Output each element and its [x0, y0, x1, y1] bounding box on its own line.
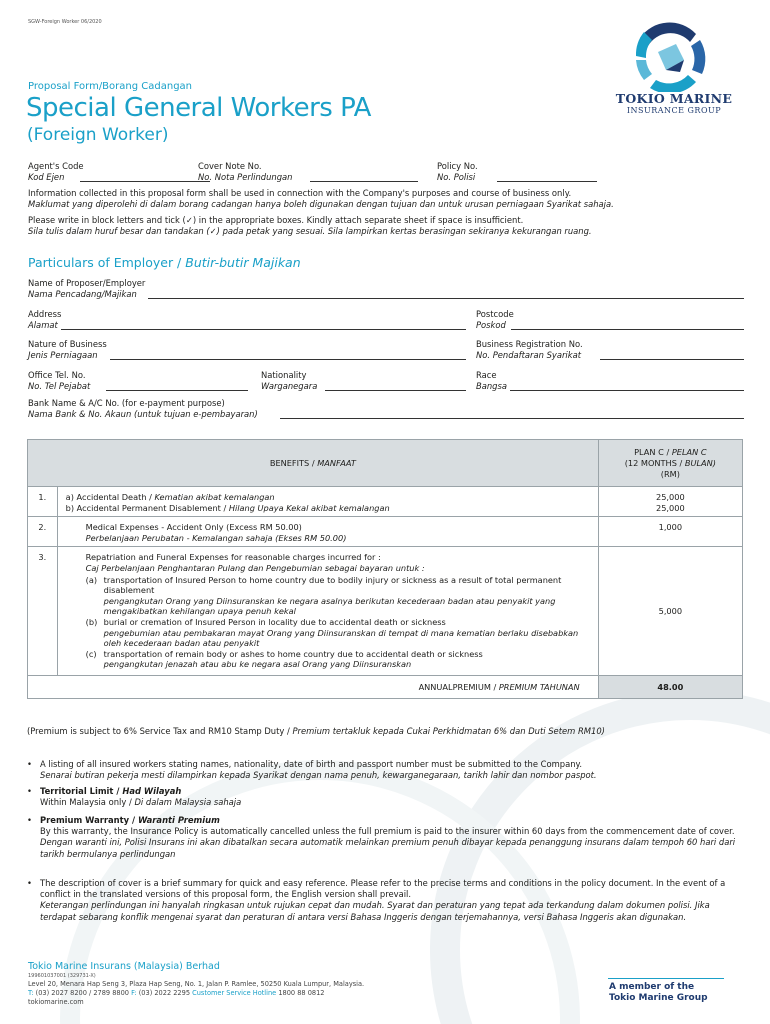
policy-no-label-ms: No. Polisi: [437, 172, 476, 182]
benefit-value-line: 25,000: [656, 492, 685, 502]
fax-label: F:: [131, 989, 137, 997]
subitem-en: burial or cremation of Insured Person in locality due to accidental death or sickness: [103, 616, 446, 627]
benefit-subitem: [86, 649, 598, 670]
business-reg-label: Business Registration No.: [476, 339, 583, 349]
form-type: Proposal Form/Borang Cadangan: [28, 81, 193, 92]
office-tel-label-ms: No. Tel Pejabat: [28, 381, 91, 391]
member-line1: A member of the: [609, 982, 695, 992]
employer-name-label-ms: Nama Pencadang/Majikan: [28, 289, 137, 299]
postcode-field[interactable]: [476, 309, 744, 331]
plan-currency: (RM): [660, 468, 680, 479]
tokio-marine-logo: [615, 20, 735, 120]
page-subtitle: (Foreign Worker): [27, 125, 169, 145]
brand-name-line2: INSURANCE GROUP: [626, 106, 722, 115]
office-tel-line: [106, 390, 248, 391]
agent-code-label: Agent's Code: [28, 161, 84, 171]
address-line: [61, 329, 466, 330]
benefit-line-en: a) Accidental Death /: [65, 492, 155, 502]
bullet-dot: •: [27, 759, 32, 769]
intro-info-ms: Maklumat yang diperolehi di dalam borang cadangan hanya boleh digunakan dengan tujuan dan untuk urusan perniagaan Syarikat sahaja.: [28, 199, 614, 210]
bullet-title-ms: Waranti Premium: [137, 815, 220, 825]
subitem-en: transportation of remain body or ashes to home country due to accidental death or sickness: [103, 648, 483, 659]
cover-note-label: Cover Note No.: [198, 161, 262, 171]
list-item: [28, 786, 744, 808]
race-label: Race: [476, 370, 497, 380]
benefit-subitem: [86, 575, 598, 617]
subitem-ms: pengebumian atau pembakaran mayat Orang yang Diinsuranskan di tempat di mana kematian berlaku disebabkan oleh kecederaan badan atau penyakit: [103, 627, 579, 649]
form-code: SGW-Foreign Worker 06/2020: [28, 19, 102, 25]
benefit-line-en: b) Accidental Permanent Disablement /: [65, 502, 229, 513]
premium-label-en: ANNUALPREMIUM /: [418, 681, 499, 692]
bullet-text-ms: Di dalam Malaysia sahaja: [134, 797, 242, 808]
benefit-value: [598, 487, 742, 517]
plan-period-ms: BULAN): [684, 457, 716, 468]
premium-label-ms: PREMIUM TAHUNAN: [498, 681, 580, 692]
nature-of-business-label: Nature of Business: [28, 339, 107, 349]
premium-value: 48.00: [598, 675, 742, 698]
business-reg-line: [600, 359, 744, 360]
fax-value: (03) 2022 2295: [138, 989, 191, 997]
footer-address: Level 20, Menara Hap Seng 3, Plaza Hap Seng, No. 1, Jalan P. Ramlee, 50250 Kuala Lumpur, Malaysia.: [28, 980, 365, 988]
agent-code-field[interactable]: [28, 161, 188, 183]
cover-note-label-ms: No. Nota Perlindungan: [198, 172, 293, 182]
member-line2: Tokio Marine Group: [609, 993, 708, 1003]
intro-write-en: Please write in block letters and tick (✓) in the appropriate boxes. Kindly attach separate sheet if space is insufficient.: [28, 215, 524, 225]
address-label: Address: [28, 309, 62, 319]
benefit-value: 1,000: [598, 517, 742, 547]
intro-info: [28, 188, 744, 211]
cover-note-field[interactable]: [198, 161, 423, 183]
race-field[interactable]: [476, 370, 744, 392]
policy-no-field[interactable]: [437, 161, 607, 183]
intro-info-en: Information collected in this proposal form shall be used in connection with the Company's purposes and course of business only.: [28, 188, 572, 198]
hotline-value: 1800 88 0812: [278, 989, 325, 997]
premium-row: [28, 675, 743, 698]
benefit-line-en: Medical Expenses - Accident Only (Excess RM 50.00): [85, 522, 302, 533]
bullet-text-en: A listing of all insured workers stating names, nationality, date of birth and passport number must be submitted to the Company.: [40, 759, 582, 769]
intro-write-ms: Sila tulis dalam huruf besar dan tandakan (✓) pada petak yang sesuai. Sila lampirkan kertas berasingan sekiranya kekurangan ruang.: [28, 226, 592, 237]
bullet-text-ms: Keterangan perlindungan ini hanyalah ringkasan untuk rujukan cepat dan mudah. Syarat dan peraturan yang tepat ada terkandung dalam dokumen polisi. Jika terdapat sebarang konflik mengenai syarat dan peraturan di antara versi Bahasa Inggeris dengan terjemahannya, versi Bahasa Inggeris akan digunakan.: [40, 900, 710, 922]
agent-code-line: [80, 181, 210, 182]
subitem-tag: (b): [85, 616, 98, 627]
plan-period-en: (12 MONTHS /: [624, 457, 685, 468]
bullet-text-en: The description of cover is a brief summary for quick and easy reference. Please refer to the precise terms and conditions in the policy document. In the event of a conflict in the translated versions of this proposal form, the English version shall prevail.: [40, 878, 726, 900]
table-row: [28, 547, 743, 676]
phone-label: T:: [28, 989, 34, 997]
business-reg-field[interactable]: [476, 339, 744, 361]
footer-contact: [28, 989, 324, 997]
subitem-en: transportation of Insured Person to home country due to bodily injury or sickness as a result of total permanent disablement: [103, 574, 562, 596]
footer-company: Tokio Marine Insurans (Malaysia) Berhad: [28, 961, 220, 972]
race-line: [510, 390, 744, 391]
member-divider: [608, 978, 724, 979]
bullet-title: [40, 815, 744, 826]
race-label-ms: Bangsa: [476, 381, 507, 391]
bullet-dot: •: [27, 815, 32, 825]
tax-note-en: (Premium is subject to 6% Service Tax and RM10 Stamp Duty /: [27, 726, 293, 736]
hotline-label: Customer Service Hotline: [192, 989, 277, 997]
tokio-marine-emblem-icon: [625, 20, 715, 92]
employer-heading-ms: Butir-butir Majikan: [185, 255, 301, 270]
bank-label: Bank Name & A/C No. (for e-payment purpose): [28, 398, 225, 408]
benefit-line-ms: Caj Perbelanjaan Penghantaran Pulang dan Pengebumian sebagai bayaran untuk :: [85, 562, 425, 573]
business-reg-label-ms: No. Pendaftaran Syarikat: [476, 350, 582, 360]
benefit-line-ms: Perbelanjaan Perubatan - Kemalangan sahaja (Ekses RM 50.00): [85, 532, 347, 543]
tax-note: [27, 726, 743, 737]
benefit-line-en: Repatriation and Funeral Expenses for reasonable charges incurred for :: [85, 552, 381, 563]
subitem-tag: (a): [85, 574, 98, 585]
nationality-line: [325, 390, 466, 391]
bullet-dot: •: [27, 878, 32, 888]
benefit-description: [57, 517, 598, 547]
premium-label: [28, 675, 599, 698]
bullet-title: [40, 786, 744, 797]
brand-name-line1: TOKIO MARINE: [615, 91, 733, 106]
benefits-header-en: BENEFITS /: [269, 457, 318, 468]
table-row: [28, 517, 743, 547]
nationality-label-ms: Warganegara: [261, 381, 318, 391]
postcode-line: [511, 329, 744, 330]
list-item: [28, 815, 744, 860]
intro-write: [28, 215, 744, 238]
address-field[interactable]: [28, 309, 466, 331]
policy-no-label: Policy No.: [437, 161, 478, 171]
plan-header-ms: PELAN C: [671, 446, 707, 457]
table-row: [28, 487, 743, 517]
benefit-line-ms: Kematian akibat kemalangan: [154, 492, 275, 502]
agent-code-label-ms: Kod Ejen: [28, 172, 65, 182]
bullet-dot: •: [27, 786, 32, 796]
bullet-text-en: By this warranty, the Insurance Policy is automatically cancelled unless the full premium is paid to the insurer within 60 days from the commencement date of cover.: [40, 826, 735, 837]
employer-name-label: Name of Proposer/Employer: [28, 278, 146, 288]
bullet-title-en: Territorial Limit /: [40, 786, 123, 796]
bullet-title-en: Premium Warranty /: [40, 815, 138, 825]
page-title: Special General Workers PA: [26, 93, 371, 123]
benefits-column-header: [28, 440, 599, 487]
subitem-ms: pengangkutan jenazah atau abu ke negara asal Orang yang Diinsuranskan: [103, 659, 412, 670]
nature-of-business-line: [110, 359, 466, 360]
phone-value: (03) 2027 8200 / 2789 8800: [35, 989, 129, 997]
tax-note-ms: Premium tertakluk kepada Cukai Perkhidmatan 6% dan Duti Setem RM10): [292, 726, 605, 736]
footer-website[interactable]: tokiomarine.com: [28, 998, 84, 1006]
employer-name-line: [148, 298, 744, 299]
benefits-table-header: [28, 440, 743, 487]
benefit-value: 5,000: [598, 547, 742, 676]
bullet-text-ms: Dengan waranti ini, Polisi Insurans ini akan dibatalkan secara automatik melainkan premium penuh dibayar kepada penanggung insurans dalam tempoh 60 hari dari tarikh bermulanya perlindungan: [40, 837, 736, 859]
nature-of-business-field[interactable]: [28, 339, 466, 361]
cover-note-line: [310, 181, 418, 182]
employer-name-field[interactable]: [28, 278, 744, 300]
bullet-text-ms: Senarai butiran pekerja mesti dilampirkan kepada Syarikat dengan nama penuh, kewarganegaraan, tarikh lahir dan nombor paspot.: [40, 770, 597, 781]
bullet-text: [40, 797, 744, 808]
plan-column-header: [598, 440, 742, 487]
benefit-description: [57, 487, 598, 517]
office-tel-field[interactable]: [28, 370, 250, 392]
postcode-label: Postcode: [476, 309, 514, 319]
nationality-label: Nationality: [261, 370, 307, 380]
bullet-text-en: Within Malaysia only /: [40, 797, 135, 808]
employer-heading-en: Particulars of Employer /: [28, 255, 186, 270]
subitem-tag: (c): [85, 648, 97, 659]
benefit-line-ms: Hilang Upaya Kekal akibat kemalangan: [228, 502, 390, 513]
employer-section-heading: [28, 255, 301, 270]
benefit-value-line: 25,000: [656, 502, 685, 513]
benefits-header-ms: MANFAAT: [317, 457, 356, 468]
bank-label-ms: Nama Bank & No. Akaun (untuk tujuan e-pembayaran): [28, 409, 258, 419]
plan-header-en: PLAN C /: [634, 446, 672, 457]
list-item: [28, 759, 744, 781]
bank-line: [280, 418, 744, 419]
footer-reg: 199601037001 (329731-X): [28, 973, 96, 979]
list-item: [28, 878, 744, 923]
postcode-label-ms: Poskod: [476, 320, 506, 330]
nature-of-business-label-ms: Jenis Perniagaan: [28, 350, 98, 360]
nationality-field[interactable]: [261, 370, 466, 392]
benefit-description: [57, 547, 598, 676]
benefit-subitem: [86, 617, 598, 649]
bullet-title-ms: Had Wilayah: [122, 786, 182, 796]
benefits-table: [27, 439, 743, 699]
row-number: 2.: [28, 517, 58, 547]
row-number: 1.: [28, 487, 58, 517]
row-number: 3.: [28, 547, 58, 676]
policy-no-line: [497, 181, 597, 182]
subitem-ms: pengangkutan Orang yang Diinsuranskan ke negara asalnya berikutan kecederaan badan atau penyakit yang mengakibatkan kehilangan upaya penuh kekal: [103, 595, 556, 617]
office-tel-label: Office Tel. No.: [28, 370, 86, 380]
bank-field[interactable]: [28, 398, 744, 420]
address-label-ms: Alamat: [28, 320, 58, 330]
